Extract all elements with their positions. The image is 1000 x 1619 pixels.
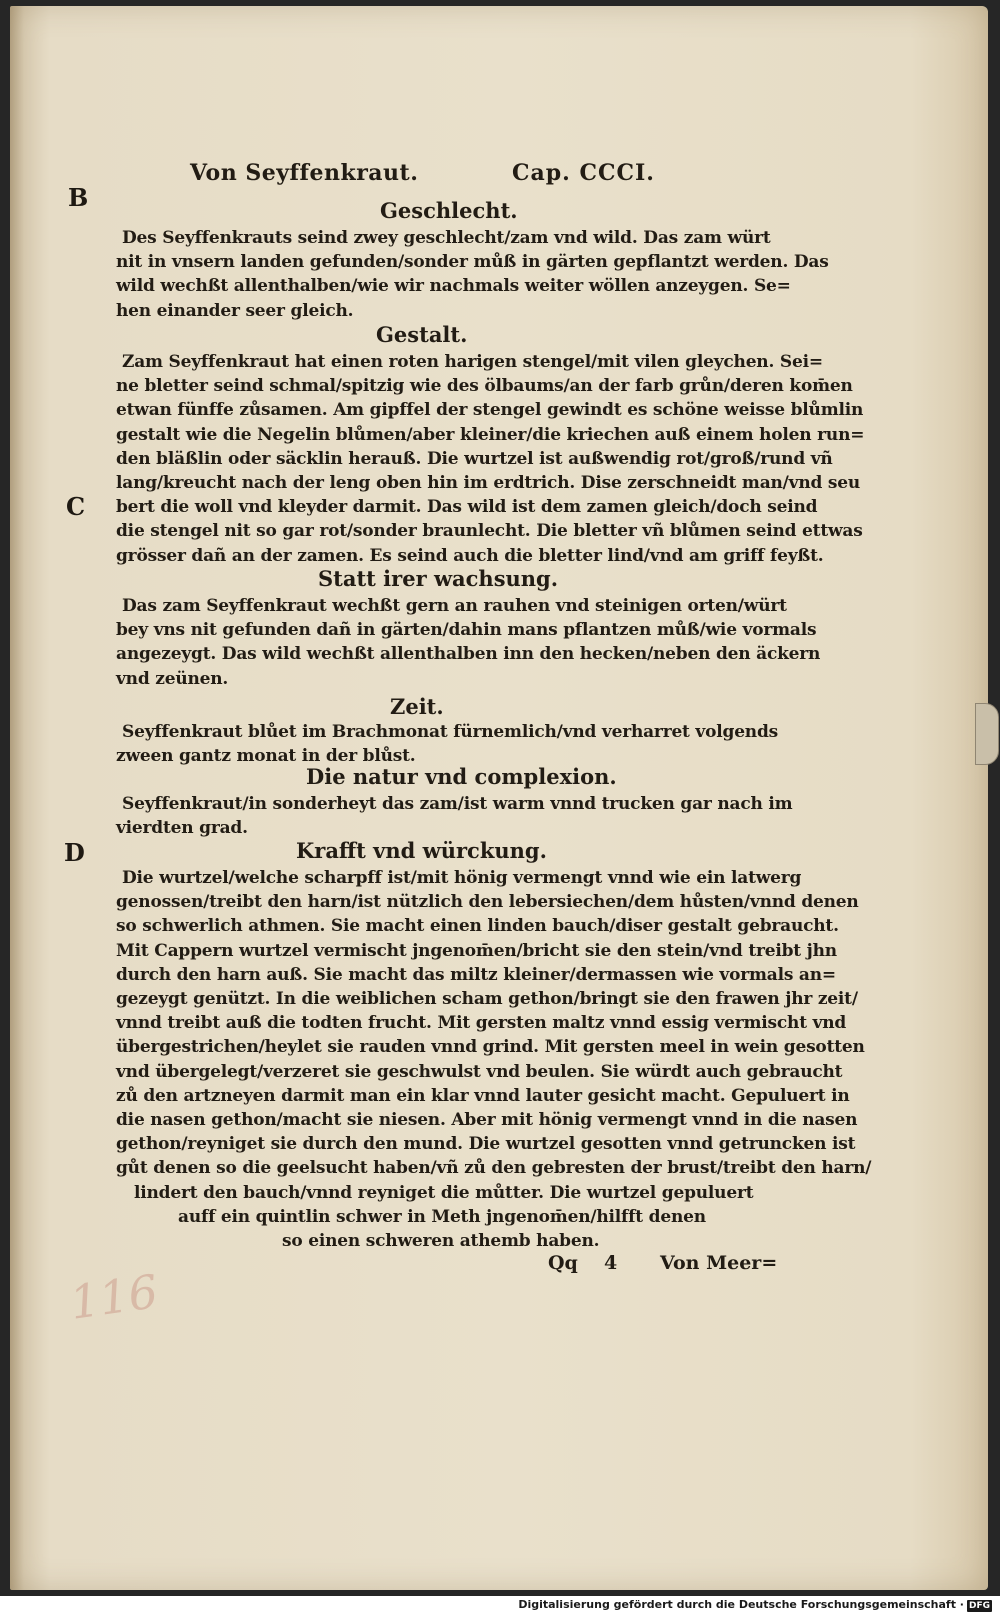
signature-number: 4 — [604, 1252, 618, 1274]
text-line: nit in vnsern landen gefunden/sonder můß in gärten gepflantzt werden. Das — [116, 252, 829, 273]
text-line: Zam Seyffenkraut hat einen roten harigen stengel/mit vilen gleychen. Sei= — [122, 352, 823, 372]
text-line: etwan fünffe zůsamen. Am gipffel der stengel gewindt es schöne weisse blůmlin — [116, 400, 864, 421]
text-line: die nasen gethon/macht sie niesen. Aber mit hönig vermengt vnnd in die nasen — [116, 1110, 858, 1131]
text-line: die stengel nit so gar rot/sonder braunlecht. Die bletter vñ blůmen seind ettwas — [116, 521, 863, 542]
text-line: vnd zeünen. — [116, 668, 229, 689]
text-line: so einen schweren athemb haben. — [282, 1231, 600, 1252]
pencil-annotation: 116 — [66, 1264, 162, 1330]
text-line: gezeygt genützt. In die weiblichen scham gethon/bringt sie den frawen jhr zeit/ — [116, 989, 858, 1010]
text-line: Mit Cappern wurtzel vermischt jngenom̄en/bricht sie den stein/vnd treibt jhn — [116, 940, 837, 961]
paragraph-gestalt — [116, 350, 865, 568]
text-line: bert die woll vnd kleyder darmit. Das wild ist dem zamen gleich/doch seind — [116, 497, 818, 518]
dfg-logo: DFG — [968, 1601, 990, 1611]
heading-gestalt: Gestalt. — [376, 322, 468, 347]
text-line: Das zam Seyffenkraut wechßt gern an rauhen vnd steinigen orten/würt — [122, 596, 787, 616]
text-line: gestalt wie die Negelin blůmen/aber kleiner/die kriechen auß einem holen run= — [116, 424, 865, 445]
text-line: genossen/treibt den harn/ist nützlich den lebersiechen/dem hůsten/vnnd denen — [116, 892, 859, 913]
text-line: den bläßlin oder säcklin herauß. Die wurtzel ist außwendig rot/groß/rund vñ — [116, 448, 833, 469]
text-line: Seyffenkraut/in sonderheyt das zam/ist warm vnnd trucken gar nach im — [122, 794, 793, 814]
signature-mark: Qq — [548, 1252, 578, 1274]
paragraph-zeit — [116, 720, 779, 768]
text-line: gethon/reyniget sie durch den mund. Die wurtzel gesotten vnnd getruncken ist — [116, 1134, 856, 1155]
heading-natur: Die natur vnd complexion. — [306, 764, 617, 789]
text-line: durch den harn auß. Sie macht das miltz kleiner/dermassen wie vormals an= — [116, 964, 836, 985]
text-line: auff ein quintlin schwer in Meth jngenom̄en/hilfft denen — [178, 1206, 706, 1227]
text-line: wild wechßt allenthalben/wie wir nachmals weiter wöllen anzeygen. Se= — [116, 276, 791, 297]
text-line: lang/kreucht nach der leng oben hin im erdtrich. Dise zerschneidt man/vnd seu — [116, 473, 861, 494]
text-line: vnd übergelegt/verzeret sie geschwulst vnd beulen. Sie würdt auch gebraucht — [116, 1061, 843, 1082]
paragraph-statt — [116, 594, 821, 691]
text-line: zů den artzneyen darmit man ein klar vnnd lauter gesicht macht. Gepuluert in — [116, 1085, 850, 1106]
paragraph-krafft — [116, 866, 872, 1253]
credit-label: Digitalisierung gefördert durch die Deutsche Forschungsgemeinschaft · — [518, 1598, 964, 1611]
margin-marker-b: B — [68, 183, 89, 212]
margin-marker-d: D — [64, 838, 85, 867]
heading-zeit: Zeit. — [390, 694, 444, 719]
text-line: hen einander seer gleich. — [116, 300, 354, 321]
credit-bar — [0, 1596, 1000, 1619]
paragraph-natur — [116, 792, 793, 840]
text-line: Seyffenkraut blůet im Brachmonat fürnemlich/vnd verharret volgends — [122, 722, 779, 742]
credit-text — [518, 1598, 992, 1612]
text-line: Die wurtzel/welche scharpff ist/mit hönig vermengt vnnd wie ein latwerg — [122, 868, 802, 888]
heading-krafft: Krafft vnd würckung. — [296, 838, 547, 863]
heading-geschlecht: Geschlecht. — [380, 198, 518, 223]
running-title: Von Seyffenkraut. — [190, 160, 419, 186]
text-line: bey vns nit gefunden dañ in gärten/dahin mans pflantzen můß/wie vormals — [116, 620, 817, 641]
catchword: Von Meer= — [660, 1252, 778, 1274]
text-line: vnnd treibt auß die todten frucht. Mit gersten maltz vnnd essig vermischt vnd — [116, 1013, 847, 1034]
text-line: ne bletter seind schmal/spitzig wie des ölbaums/an der farb grůn/deren kom̄en — [116, 376, 853, 397]
heading-statt: Statt irer wachsung. — [318, 566, 559, 591]
text-line: grösser dañ an der zamen. Es seind auch die bletter lind/vnd am griff feyßt. — [116, 545, 824, 566]
text-line: so schwerlich athmen. Sie macht einen linden bauch/diser gestalt gebraucht. — [116, 916, 839, 937]
text-line: vierdten grad. — [116, 818, 248, 839]
text-line: angezeygt. Das wild wechßt allenthalben inn den hecken/neben den äckern — [116, 644, 821, 665]
text-line: gůt denen so die geelsucht haben/vñ zů den gebresten der brust/treibt den harn/ — [116, 1158, 872, 1179]
text-line: zween gantz monat in der blůst. — [116, 746, 416, 767]
chapter-number: Cap. CCCI. — [512, 160, 655, 186]
text-line: übergestrichen/heylet sie rauden vnnd grind. Mit gersten meel in wein gesotten — [116, 1037, 865, 1058]
margin-marker-c: C — [66, 492, 86, 521]
text-line: lindert den bauch/vnnd reyniget die můtter. Die wurtzel gepuluert — [134, 1182, 754, 1203]
paragraph-geschlecht — [116, 226, 829, 323]
text-line: Des Seyffenkrauts seind zwey geschlecht/zam vnd wild. Das zam würt — [122, 228, 771, 248]
